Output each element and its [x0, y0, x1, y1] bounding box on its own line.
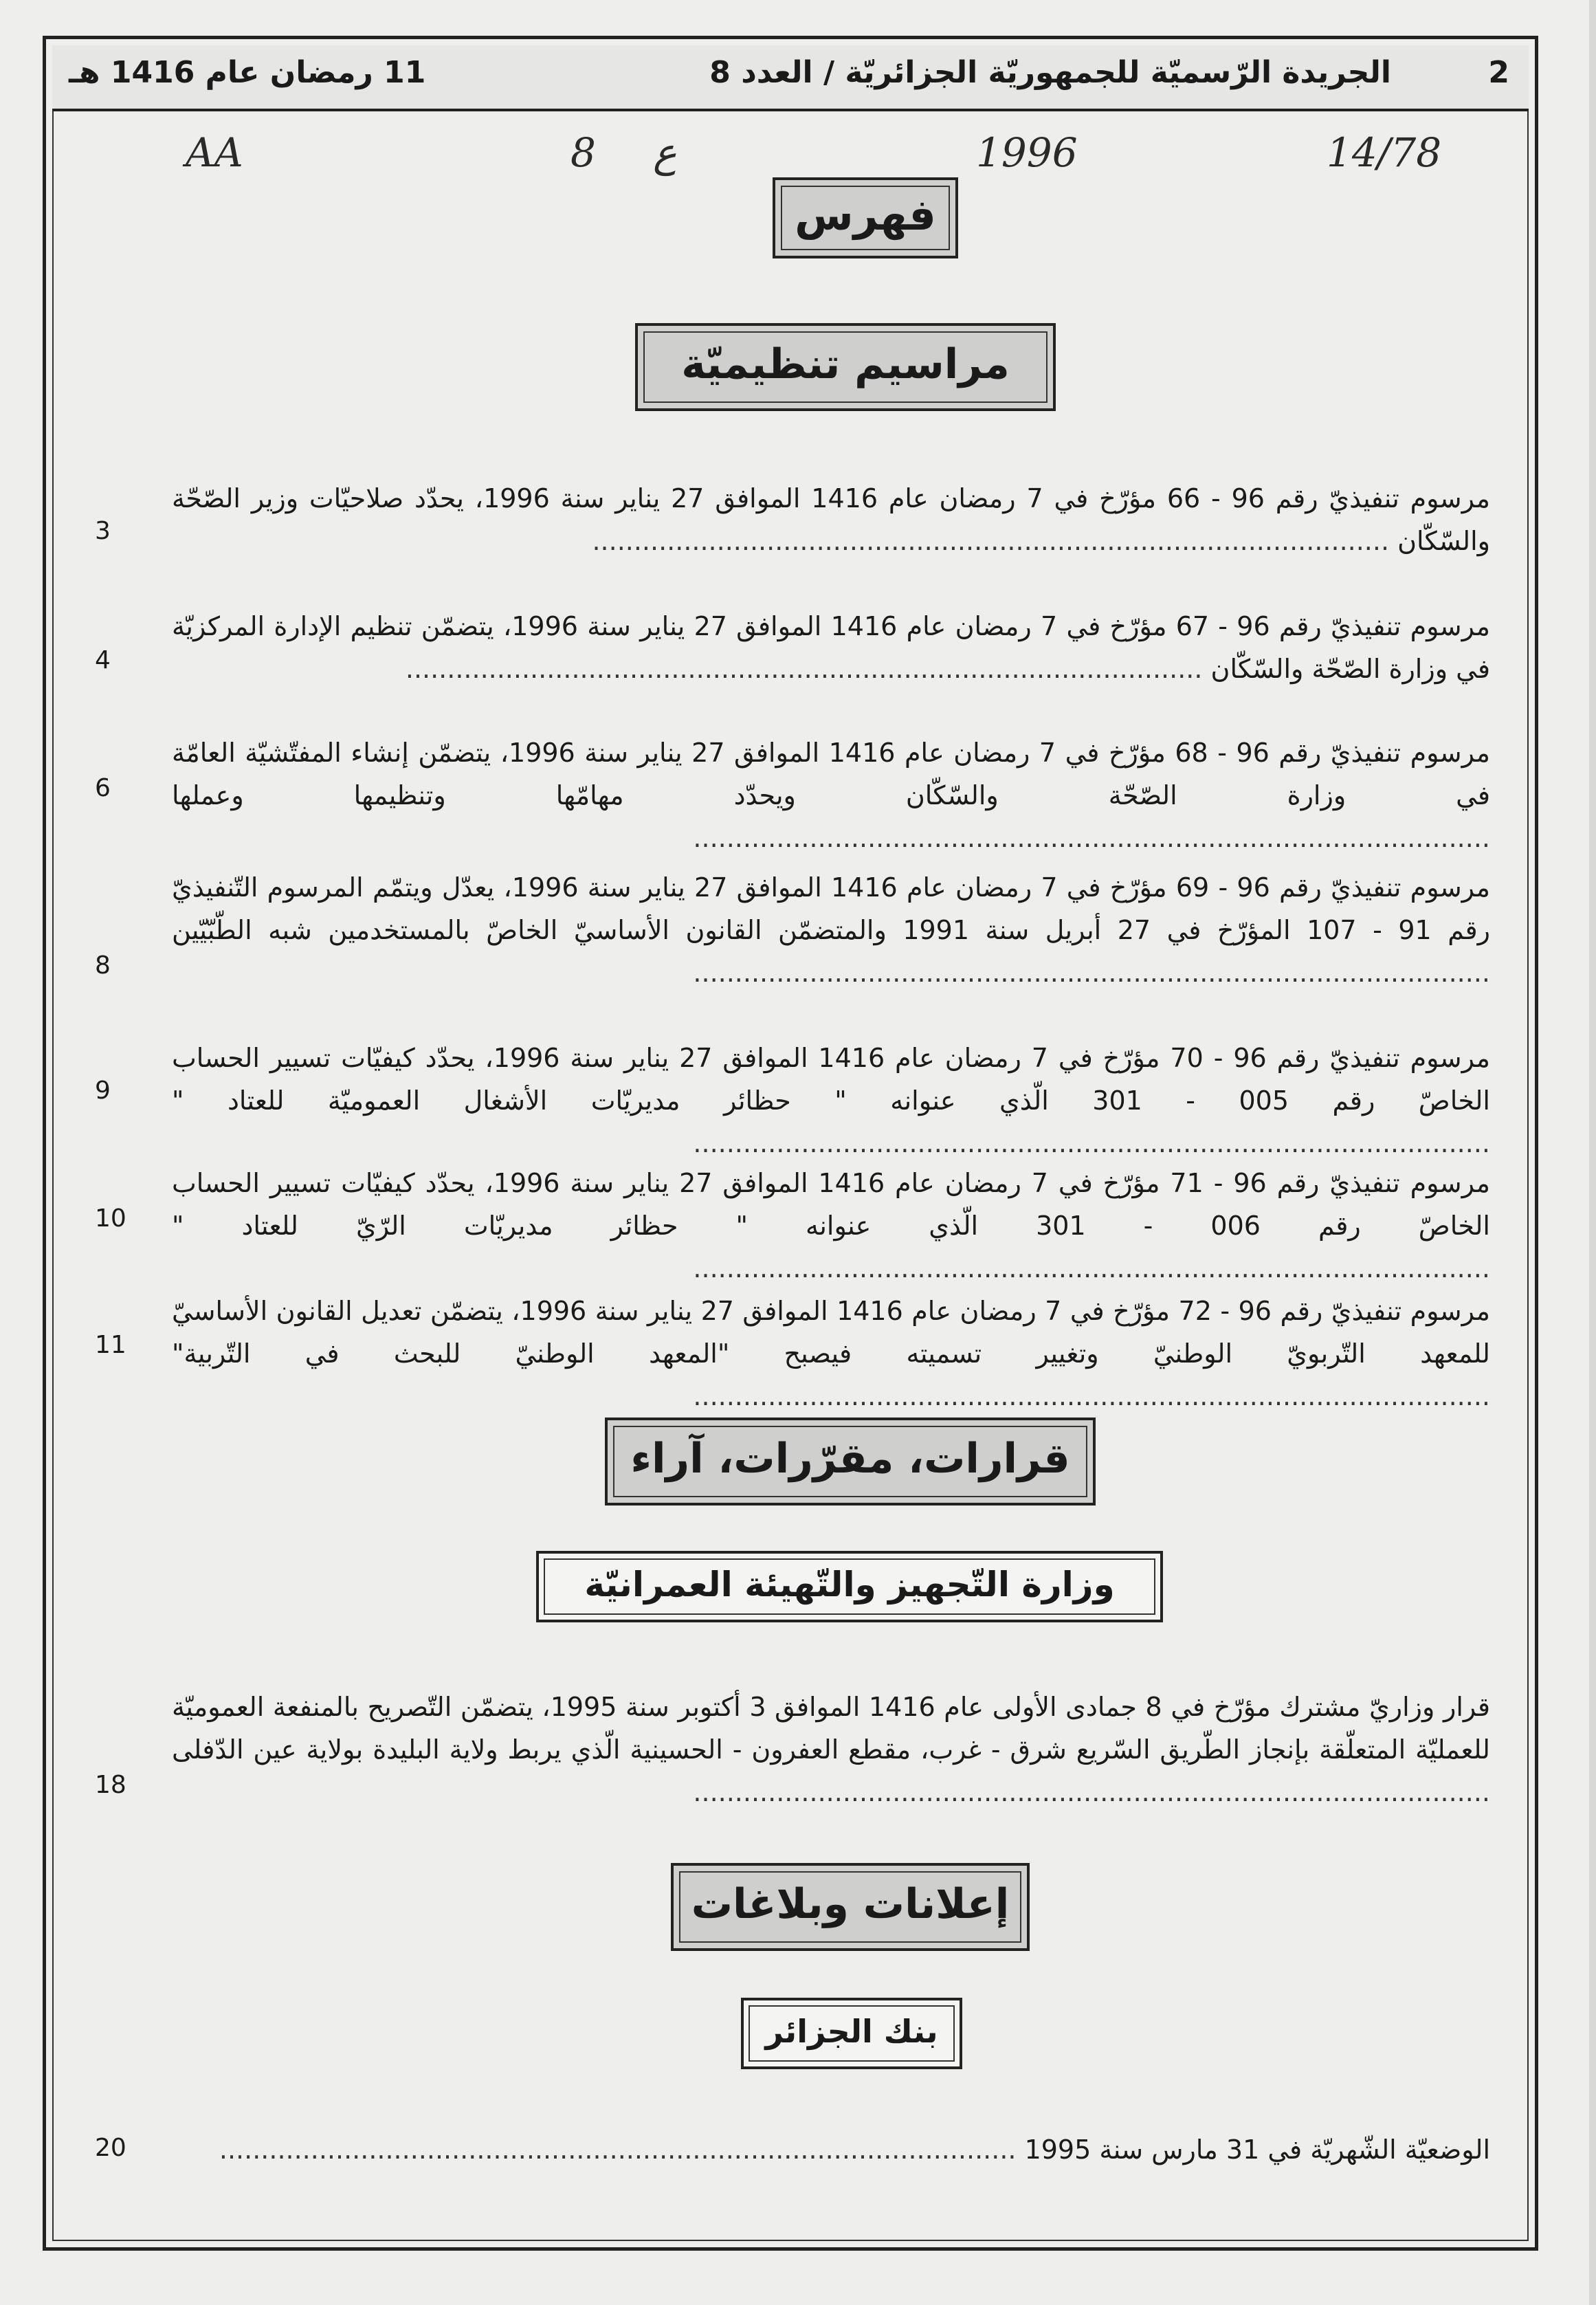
dot-leader: ................................................................................................	[693, 1381, 1490, 1411]
dot-leader: ................................................................................................	[693, 1253, 1490, 1283]
handwritten-note-4: 1996	[976, 129, 1078, 176]
decree-page-number: 3	[95, 517, 111, 545]
dot-leader: ................................................................................................	[693, 823, 1490, 853]
scan-edge	[1589, 0, 1596, 2305]
dot-leader: ................................................................................................	[592, 526, 1390, 556]
decree-page-number: 8	[95, 951, 111, 980]
handwritten-note-3: ع	[653, 129, 677, 176]
ministry-title: وزارة التّجهيز والتّهيئة العمرانيّة	[584, 1565, 1115, 1604]
header-page-number: 2	[1488, 55, 1509, 90]
decree-text: مرسوم تنفيذيّ رقم 96 - 68 مؤرّخ في 7 رمضان عام 1416 الموافق 27 يناير سنة 1996، يتضمّن إنشاء المفتّشيّة العامّة في وزارة الصّحّة والسّكّان ويحدّد مهامّها وتنظيمها وعملها	[172, 738, 1490, 810]
dot-leader: ................................................................................................	[693, 1128, 1490, 1158]
decree-page-number: 6	[95, 774, 111, 802]
dot-leader: ................................................................................................	[693, 1777, 1490, 1807]
dot-leader: ................................................................................................	[219, 2135, 1017, 2165]
decree-text: مرسوم تنفيذيّ رقم 96 - 66 مؤرّخ في 7 رمضان عام 1416 الموافق 27 يناير سنة 1996، يحدّد صلاحيّات وزير الصّحّة والسّكّان	[172, 483, 1490, 556]
decision-text: قرار وزاريّ مشترك مؤرّخ في 8 جمادى الأولى عام 1416 الموافق 3 أكتوبر سنة 1995، يتضمّن التّصريح بالمنفعة العموميّة للعمليّة المتعلّقة بإنجاز الطّريق السّريع شرق - غرب، مقطع العفرون - الحسينية الّذي يربط ولاية البليدة بولاية عين الدّفلى	[172, 1692, 1491, 1765]
announcement-text: الوضعيّة الشّهريّة في 31 مارس سنة 1995	[1024, 2135, 1490, 2165]
decree-entry-6	[172, 1162, 1490, 1290]
dot-leader: ................................................................................................	[405, 654, 1203, 684]
index-title-box	[773, 177, 958, 258]
header-journal-title: الجريدة الرّسميّة للجمهوريّة الجزائريّة / العدد 8	[709, 55, 1391, 90]
handwritten-note-1: AA	[186, 129, 243, 176]
announcement-entry	[172, 2128, 1490, 2171]
decree-text: مرسوم تنفيذيّ رقم 96 - 71 مؤرّخ في 7 رمضان عام 1416 الموافق 27 يناير سنة 1996، يحدّد كيفيّات تسيير الحساب الخاصّ رقم 006 - 301 الّذي عنوانه " حظائر مديريّات الرّيّ للعتاد "	[172, 1168, 1490, 1241]
decisions-title: قرارات، مقرّرات، آراء	[630, 1435, 1070, 1483]
decree-page-number: 11	[95, 1331, 126, 1359]
decree-entry-7	[172, 1290, 1490, 1418]
decree-entry-4	[172, 866, 1490, 994]
announcements-title: إعلانات وبلاغات	[691, 1880, 1010, 1928]
decision-page-number: 18	[95, 1771, 126, 1799]
decree-text: مرسوم تنفيذيّ رقم 96 - 69 مؤرّخ في 7 رمضان عام 1416 الموافق 27 يناير سنة 1996، يعدّل ويتمّم المرسوم التّنفيذيّ رقم 91 - 107 المؤرّخ في 27 أبريل سنة 1991 والمتضمّن القانون الأساسيّ الخاصّ بالمستخدمين شبه الطّبّيّين	[172, 872, 1491, 945]
bank-box	[741, 1998, 962, 2069]
decree-text: مرسوم تنفيذيّ رقم 96 - 70 مؤرّخ في 7 رمضان عام 1416 الموافق 27 يناير سنة 1996، يحدّد كيفيّات تسيير الحساب الخاصّ رقم 005 - 301 الّذي عنوانه " حظائر مديريّات الأشغال العموميّة للعتاد "	[172, 1043, 1490, 1116]
handwritten-note-5: 14/78	[1327, 129, 1442, 176]
decree-page-number: 4	[95, 646, 111, 674]
decree-text: مرسوم تنفيذيّ رقم 96 - 67 مؤرّخ في 7 رمضان عام 1416 الموافق 27 يناير سنة 1996، يتضمّن تنظيم الإدارة المركزيّة في وزارة الصّحّة والسّكّان	[172, 611, 1490, 684]
ministry-box	[536, 1551, 1163, 1622]
decree-page-number: 9	[95, 1077, 111, 1105]
announcements-box	[671, 1863, 1030, 1951]
decree-entry-1	[172, 477, 1490, 562]
decree-text: مرسوم تنفيذيّ رقم 96 - 72 مؤرّخ في 7 رمضان عام 1416 الموافق 27 يناير سنة 1996، يتضمّن تعديل القانون الأساسيّ للمعهد التّربويّ الوطنيّ وتغيير تسميته فيصبح "المعهد الوطنيّ للبحث في التّربية"	[172, 1296, 1490, 1369]
decree-page-number: 10	[95, 1204, 126, 1233]
running-header	[52, 45, 1529, 111]
announcement-page-number: 20	[95, 2134, 126, 2162]
decision-entry	[172, 1686, 1490, 1813]
index-title: فهرس	[795, 190, 936, 240]
decisions-box	[605, 1418, 1096, 1506]
bank-title: بنك الجزائر	[765, 2013, 938, 2050]
decree-entry-2	[172, 605, 1490, 690]
decree-entry-3	[172, 731, 1490, 859]
handwritten-note-2: 8	[570, 129, 596, 176]
regulatory-decrees-box	[635, 323, 1056, 411]
dot-leader: ................................................................................................	[693, 958, 1490, 988]
header-hijri-date: 11 رمضان عام 1416 هـ	[69, 55, 426, 90]
decree-entry-5	[172, 1037, 1490, 1165]
regulatory-decrees-title: مراسيم تنظيميّة	[681, 340, 1010, 388]
